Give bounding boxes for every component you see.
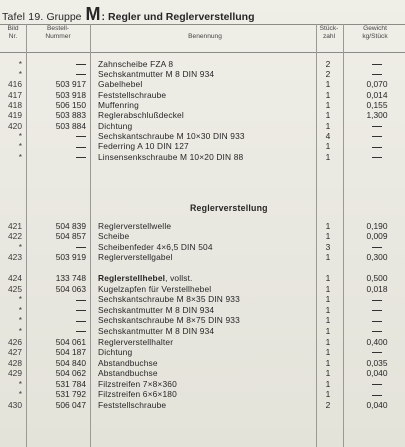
table-row [0,221,405,232]
stueckzahl-cell: 1 [325,99,331,110]
benennung-cell: Sechskantschraube M 8×75 DIN 933 [98,315,240,326]
stueckzahl-cell: 1 [325,347,331,358]
dash-mark [76,331,86,332]
bild-nr-cell: * [18,294,22,305]
benennung-cell: Abstandbuchse [98,357,158,368]
bestell-nummer-cell: 506 047 [55,399,86,410]
benennung-cell: Federring A 10 DIN 127 [98,141,189,152]
gewicht-cell: 0,300 [366,252,388,263]
table-row [0,315,405,326]
table-row [0,121,405,132]
bestell-nummer-cell: 504 061 [55,336,86,347]
bestell-nummer-cell [30,315,86,326]
table-row [0,69,405,80]
header-bestell-line1: Bestell- [47,25,69,32]
gewicht-cell [352,141,402,152]
bestell-nummer-cell [30,152,86,163]
bestell-nummer-cell: 503 918 [55,89,86,100]
bild-nr-cell: * [18,378,22,389]
benennung-cell: Muffenring [98,99,139,110]
table-row [0,358,405,369]
stueckzahl-cell: 1 [325,283,331,294]
gewicht-cell: 0,500 [366,273,388,284]
dash-mark [76,247,86,248]
dash-mark [372,74,382,75]
gewicht-cell [352,326,402,337]
table-row [0,263,405,274]
bild-nr-cell: 422 [8,231,22,242]
table-row [0,131,405,142]
header-top-rule [0,24,405,25]
benennung-cell: Filzstreifen 7×8×360 [98,378,177,389]
bestell-nummer-cell: 504 063 [55,283,86,294]
table-row [0,100,405,111]
stueckzahl-cell: 1 [325,151,331,162]
stueckzahl-cell: 2 [325,399,331,410]
bestell-nummer-cell [30,69,86,80]
header-gewicht-line2: kg/Stück [362,33,388,40]
stueckzahl-cell: 1 [325,378,331,389]
benennung-cell: Sechskantmutter M 8 DIN 934 [98,304,215,315]
gewicht-cell [352,305,402,316]
bestell-nummer-cell [30,294,86,305]
benennung-suffix: , vollst. [165,273,193,284]
bild-nr-cell: 428 [8,357,22,368]
gewicht-cell: 0,190 [366,220,388,231]
header-bestell-nummer [30,25,86,51]
dash-mark [372,331,382,332]
table-row [0,110,405,121]
bestell-nummer-cell: 133 748 [55,273,86,284]
table-row [0,305,405,316]
bild-nr-cell: 424 [8,273,22,284]
dash-mark [372,136,382,137]
dash-mark [372,384,382,385]
table-row [0,400,405,411]
bild-nr-cell: * [18,241,22,252]
gewicht-cell: 0,009 [366,231,388,242]
table-row [0,326,405,337]
bestell-nummer-cell: 503 919 [55,252,86,263]
benennung-cell: Reglerabschlußdeckel [98,110,184,121]
benennung-cell: Dichtung [98,120,133,131]
benennung-cell: Reglerverstellhalter [98,336,174,347]
table-row [0,141,405,152]
section-subheading: Reglerverstellung [190,203,268,213]
bild-nr-cell: 416 [8,79,22,90]
benennung-cell: Zahnscheibe FZA 8 [98,58,174,69]
benennung-cell: Scheibenfeder 4×6,5 DIN 504 [98,241,213,252]
dash-mark [372,300,382,301]
table-row [0,252,405,263]
stueckzahl-cell: 1 [325,315,331,326]
bild-nr-cell: 425 [8,283,22,294]
dash-mark [372,126,382,127]
bestell-nummer-cell: 503 883 [55,110,86,121]
table-row [0,90,405,101]
group-name: Regler und Reglerverstellung [108,11,255,23]
benennung-cell: Feststellschraube [98,89,167,100]
benennung-cell: Sechskantmutter M 8 DIN 934 [98,326,215,336]
stueckzahl-cell: 1 [325,79,331,90]
gewicht-cell: 0,014 [366,89,388,100]
header-stueck-line1: Stück- [319,25,339,32]
benennung-cell: Filzstreifen 6×6×180 [98,389,177,400]
dash-mark [76,310,86,311]
bild-nr-cell: 419 [8,110,22,121]
benennung-cell: Sechskantschraube M 10×30 DIN 933 [98,130,245,141]
bestell-nummer-cell: 504 839 [55,220,86,231]
header-gewicht [345,25,405,51]
benennung-cell: Linsensenkschraube M 10×20 DIN 88 [98,151,244,162]
bild-nr-cell: 427 [8,347,22,358]
stueckzahl-cell: 1 [325,326,331,336]
table-row [0,79,405,90]
dash-mark [76,64,86,65]
stueckzahl-cell: 1 [325,120,331,131]
benennung-cell: Reglerverstellwelle [98,220,172,231]
benennung-cell: Scheibe [98,231,130,242]
benennung-cell: Feststellschraube [98,399,167,410]
bestell-nummer-cell: 504 187 [55,347,86,358]
bild-nr-cell: 423 [8,252,22,263]
bestell-nummer-cell: 531 792 [55,389,86,400]
table-title [0,1,405,23]
bestell-nummer-cell: 503 917 [55,79,86,90]
gewicht-cell [352,315,402,326]
dash-mark [372,64,382,65]
header-stueckzahl [318,25,340,51]
bestell-nummer-cell: 504 857 [55,231,86,242]
benennung-cell: Abstandbuchse [98,368,158,379]
gewicht-cell: 0,040 [366,399,388,410]
stueckzahl-cell: 1 [325,252,331,263]
gewicht-cell: 0,040 [366,368,388,379]
gewicht-cell [352,69,402,80]
gewicht-cell: 0,018 [366,283,388,294]
dash-mark [372,157,382,158]
bild-nr-cell: * [18,389,22,400]
gewicht-cell: 0,035 [366,357,388,368]
bestell-nummer-cell [30,59,86,70]
bestell-nummer-cell: 531 784 [55,378,86,389]
gewicht-cell [352,152,402,163]
dash-mark [76,157,86,158]
header-bild-nr-line1: Bild [7,25,19,32]
bild-nr-cell: 421 [8,220,22,231]
table-row [0,389,405,400]
gewicht-cell [352,121,402,132]
stueckzahl-cell: 4 [325,130,331,141]
dash-mark [76,136,86,137]
bild-nr-cell: 426 [8,336,22,347]
stueckzahl-cell: 2 [325,58,331,69]
stueckzahl-cell: 1 [325,304,331,315]
table-row [0,337,405,348]
dash-mark [372,147,382,148]
dash-mark [372,321,382,322]
header-bottom-rule [0,52,405,53]
bild-nr-cell: * [18,326,22,336]
dash-mark [76,300,86,301]
bestell-nummer-cell: 503 884 [55,120,86,131]
benennung-cell: Gabelhebel [98,79,143,90]
bestell-nummer-cell: 506 150 [55,99,86,110]
header-gewicht-line1: Gewicht [363,25,387,32]
bestell-nummer-cell [30,326,86,337]
gewicht-cell [352,59,402,70]
table-row [0,294,405,305]
benennung-cell: Sechskantschraube M 8×35 DIN 933 [98,294,240,305]
stueckzahl-cell: 1 [325,220,331,231]
dash-mark [372,247,382,248]
dash-mark [76,147,86,148]
bild-nr-cell: * [18,130,22,141]
table-row [0,379,405,390]
stueckzahl-cell: 1 [325,389,331,400]
dash-mark [76,321,86,322]
bestell-nummer-cell: 504 062 [55,368,86,379]
stueckzahl-cell: 1 [325,336,331,347]
gewicht-cell [352,294,402,305]
stueckzahl-cell: 1 [325,357,331,368]
header-bestell-line2: Nummer [45,33,71,40]
gewicht-cell [352,131,402,142]
gewicht-cell: 0,155 [366,99,388,110]
group-label: Gruppe [46,11,82,23]
dash-mark [372,310,382,311]
benennung-cell: Kugelzapfen für Verstellhebel [98,283,212,294]
bestell-nummer-cell [30,131,86,142]
stueckzahl-cell: 3 [325,241,331,252]
bild-nr-cell: * [18,304,22,315]
header-bild-nr-line2: Nr. [8,33,18,40]
table-row [0,368,405,379]
benennung-cell: Dichtung [98,347,133,358]
bestell-nummer-cell: 504 840 [55,357,86,368]
gewicht-cell [352,242,402,253]
bild-nr-cell: * [18,151,22,162]
bild-nr-cell: * [18,315,22,326]
dash-mark [372,352,382,353]
table-row [0,59,405,70]
table-number: Tafel 19. [2,11,44,23]
gewicht-cell [352,389,402,400]
stueckzahl-cell: 1 [325,368,331,379]
table-row [0,231,405,242]
stueckzahl-cell: 1 [325,294,331,305]
header-bild-nr [2,25,24,51]
header-stueck-line2: zahl [322,33,336,40]
bild-nr-cell: * [18,68,22,79]
stueckzahl-cell: 1 [325,273,331,284]
bild-nr-cell: * [18,58,22,69]
gewicht-cell: 0,070 [366,79,388,90]
bild-nr-cell: 418 [8,99,22,110]
bild-nr-cell: 417 [8,89,22,100]
table-row [0,284,405,295]
stueckzahl-cell: 1 [325,89,331,100]
stueckzahl-cell: 1 [325,110,331,121]
gewicht-cell: 1,300 [366,110,388,121]
stueckzahl-cell: 1 [325,141,331,152]
gewicht-cell [352,347,402,358]
benennung-cell: Reglerstellhebel, vollst. [98,273,193,284]
benennung-cell: Sechskantmutter M 8 DIN 934 [98,68,215,79]
dash-mark [76,74,86,75]
bestell-nummer-cell [30,305,86,316]
bild-nr-cell: 430 [8,399,22,410]
benennung-cell: Reglerverstellgabel [98,252,173,263]
title-colon: : [101,11,106,23]
stueckzahl-cell: 1 [325,231,331,242]
bestell-nummer-cell [30,141,86,152]
table-row [0,273,405,284]
bild-nr-cell: 429 [8,368,22,379]
table-row [0,347,405,358]
group-letter: M [85,4,101,24]
stueckzahl-cell: 2 [325,68,331,79]
bild-nr-cell: * [18,141,22,152]
bild-nr-cell: 420 [8,120,22,131]
dash-mark [372,395,382,396]
header-benennung: Benennung [188,33,222,40]
gewicht-cell [352,379,402,390]
gewicht-cell: 0,400 [366,336,388,347]
table-row [0,152,405,163]
table-row [0,242,405,253]
bestell-nummer-cell [30,242,86,253]
